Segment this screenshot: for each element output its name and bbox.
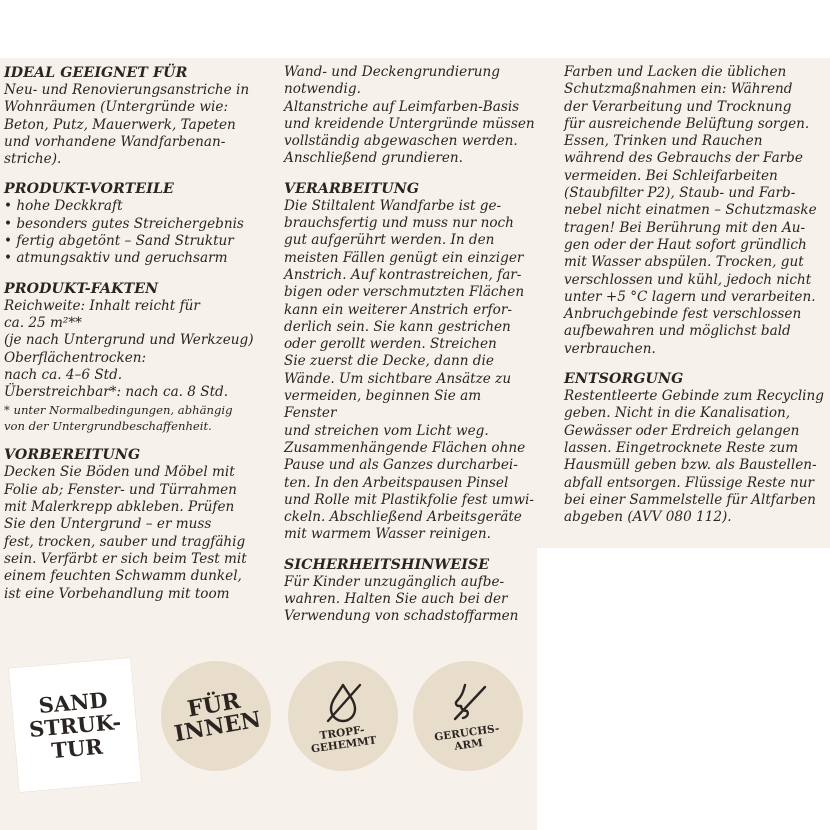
panel-cutout	[537, 548, 830, 830]
badge-geruch-label: GERUCHS- ARM	[433, 722, 501, 753]
heading-verarbeitung: VERARBEITUNG	[284, 180, 420, 197]
list-item: • hohe Deckkraft	[4, 198, 123, 215]
heading-ideal: IDEAL GEEIGNET FÜR	[4, 65, 188, 81]
badge-innen-label: FÜR INNEN	[172, 687, 264, 748]
text-sicherheit-continued: Farben und Lacken die üblichen Schutzmaßnahmen ein: Während der Verarbeitung und Trocknung für ausreichende Belüftung sorgen. Essen, Trinken und Rauchen während des Gebrauchs der Farbe vermeiden. Bei Schleifarbeiten (Staubfilter P2), Staub- und Farb- nebel nicht einatmen – Schutzmaske tragen! Bei Berührung mit den Au- gen oder der Haut sofort gründlich mit Wasser abspülen. Trocken, gut verschlossen und kühl, jedoch nicht unter +5 °C lagern und verarbeiten. Anbruchgebinde fest verschlossen aufbewahren und möglichst bald verbrauchen.	[564, 64, 817, 357]
heading-fakten: PRODUKT-FAKTEN	[4, 280, 159, 297]
column-middle	[284, 64, 536, 626]
no-drip-icon	[320, 679, 366, 725]
text-vorbereitung-continued: Wand- und Deckengrundierung notwendig. Altanstriche auf Leimfarben-Basis und kreidende Untergründe müssen vollständig abgewaschen werden. Anschließend grundieren.	[284, 64, 535, 167]
badge-tropf-label: TROPF- GEHEMMT	[310, 723, 378, 756]
heading-entsorgung: ENTSORGUNG	[564, 371, 684, 388]
badge-sand-struktur	[9, 658, 141, 792]
text-vorbereitung: Decken Sie Böden und Möbel mit Folie ab; Fenster- und Türrahmen mit Malerkrepp abkleben. Prüfen Sie den Untergrund – er muss fest, trocken, sauber und tragfähig sein. Verfärbt er sich beim Test mit einem feuchten Schwamm dunkel, ist eine Vorbehandlung mit toom	[4, 464, 247, 602]
text-fakten: Reichweite: Inhalt reicht für ca. 25 m²** (je nach Untergrund und Werkzeug) Oberflächentrocken: nach ca. 4–6 Std. Überstreichbar*: nach ca. 8 Std.	[4, 297, 254, 401]
badge-sand-label: SAND STRUK- TUR	[28, 686, 122, 763]
footnote: * unter Normalbedingungen, abhängig von der Untergrundbeschaffenheit.	[4, 403, 233, 433]
heading-sicherheit: SICHERHEITSHINWEISE	[284, 556, 490, 573]
badge-geruchsarm	[413, 661, 523, 771]
list-item: • fertig abgetönt – Sand Struktur	[4, 233, 234, 250]
no-smell-icon	[445, 679, 491, 725]
column-right	[564, 64, 826, 526]
badge-fuer-innen	[161, 661, 271, 771]
vorteile-list	[4, 198, 274, 267]
text-ideal: Neu- und Renovierungsanstriche in Wohnräumen (Untergründe wie: Beton, Putz, Mauerwerk, Tapeten und vorhandene Wandfarbenan- striche).	[4, 82, 250, 168]
column-left	[4, 64, 274, 603]
text-sicherheit: Für Kinder unzugänglich aufbe- wahren. Halten Sie auch bei der Verwendung von schadstoffarmen	[284, 573, 519, 625]
text-entsorgung: Restentleerte Gebinde zum Recycling geben. Nicht in die Kanalisation, Gewässer oder Erdreich gelangen lassen. Eingetrocknete Reste zum Hausmüll geben bzw. als Baustellen- abfall entsorgen. Flüssige Reste nur bei einer Sammelstelle für Altfarben abgeben (AVV 080 112).	[564, 388, 824, 526]
badge-tropfgehemmt	[288, 661, 398, 771]
list-item: • atmungsaktiv und geruchsarm	[4, 250, 228, 267]
heading-vorteile: PRODUKT-VORTEILE	[4, 181, 174, 198]
list-item: • besonders gutes Streichergebnis	[4, 215, 244, 232]
text-verarbeitung: Die Stiltalent Wandfarbe ist ge- brauchsfertig und muss nur noch gut aufgerührt werden. In den meisten Fällen genügt ein einziger Anstrich. Auf kontrastreichen, far- bigen oder verschmutzten Flächen kann ein weiterer Anstrich erfor- derlich sein. Sie kann gestrichen oder gerollt werden. Streichen Sie zuerst die Decke, dann die Wände. Um sichtbare Ansätze zu vermeiden, beginnen Sie am Fenster und streichen vom Licht weg. Zusammenhängende Flächen ohne Pause und als Ganzes durcharbei- ten. In den Arbeitspausen Pinsel und Rolle mit Plastikfolie fest umwi- ckeln. Abschließend Arbeitsgeräte mit warmem Wasser reinigen.	[284, 197, 534, 543]
heading-vorbereitung: VORBEREITUNG	[4, 447, 141, 464]
